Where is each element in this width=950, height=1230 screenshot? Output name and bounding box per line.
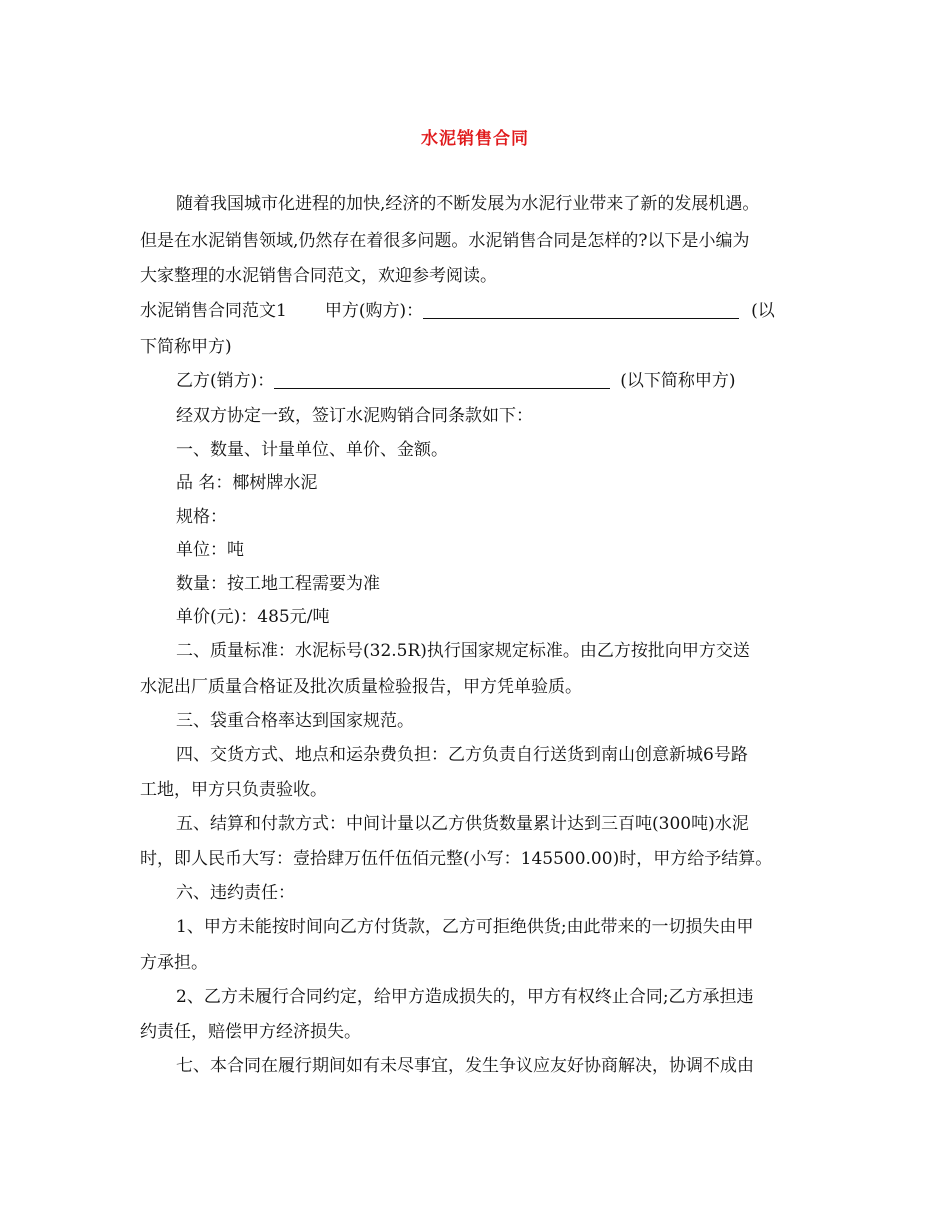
clause6-item1-line-2: 方承担。 — [140, 953, 208, 973]
clause4-line-2: 工地，甲方只负责验收。 — [140, 780, 327, 800]
clause1-spec: 规格： — [176, 507, 227, 527]
clause1-quantity: 数量：按工地工程需要为准 — [176, 574, 380, 594]
clause2-line-2: 水泥出厂质量合格证及批次质量检验报告，甲方凭单验质。 — [140, 677, 582, 697]
clause1-unit: 单位：吨 — [176, 540, 244, 560]
clause5-line-1: 五、结算和付款方式：中间计量以乙方供货数量累计达到三百吨(300吨)水泥 — [176, 814, 749, 834]
clause1-price: 单价(元)：485元/吨 — [176, 607, 330, 627]
agreement-line: 经双方协定一致，签订水泥购销合同条款如下： — [176, 406, 533, 426]
party-b-label: 乙方(销方)： — [176, 371, 275, 391]
clause6-item1-line-1: 1、甲方未能按时间向乙方付货款，乙方可拒绝供货;由此带来的一切损失由甲 — [176, 917, 754, 937]
party-a-suffix: (以 — [751, 301, 775, 321]
party-b-blank — [274, 372, 610, 389]
clause6-item2-line-2: 约责任，赔偿甲方经济损失。 — [140, 1022, 361, 1042]
clause7-line-1: 七、本合同在履行期间如有未尽事宜，发生争议应友好协商解决，协调不成由 — [176, 1056, 754, 1076]
clause5-line-2: 时，即人民币大写：壹拾肆万伍仟伍佰元整(小写：145500.00)时，甲方给予结算。 — [140, 849, 773, 869]
party-a-suffix-cont: 下简称甲方) — [140, 337, 232, 357]
party-b-row — [176, 370, 820, 392]
party-b-suffix: (以下简称甲方) — [620, 371, 736, 391]
party-a-label: 甲方(购方)： — [324, 301, 424, 321]
party-a-blank — [423, 302, 739, 319]
sample-heading: 水泥销售合同范文1 — [140, 301, 287, 321]
clause2-line-1: 二、质量标准：水泥标号(32.5R)执行国家规定标准。由乙方按批向甲方交送 — [176, 641, 750, 661]
clause6-heading: 六、违约责任： — [176, 883, 295, 903]
clause4-line-1: 四、交货方式、地点和运杂费负担：乙方负责自行送货到南山创意新城6号路 — [176, 745, 748, 765]
intro-line-2: 但是在水泥销售领域,仍然存在着很多问题。水泥销售合同是怎样的?以下是小编为 — [140, 231, 750, 251]
clause6-item2-line-1: 2、乙方未履行合同约定，给甲方造成损失的，甲方有权终止合同;乙方承担违 — [176, 987, 754, 1007]
clause3-line: 三、袋重合格率达到国家规范。 — [176, 711, 414, 731]
document-title: 水泥销售合同 — [421, 129, 529, 149]
party-a-row — [140, 300, 820, 322]
intro-line-3: 大家整理的水泥销售合同范文，欢迎参考阅读。 — [140, 266, 497, 286]
clause1-heading: 一、数量、计量单位、单价、金额。 — [176, 440, 448, 460]
clause1-product: 品 名：椰树牌水泥 — [176, 473, 318, 493]
intro-line-1: 随着我国城市化进程的加快,经济的不断发展为水泥行业带来了新的发展机遇。 — [176, 194, 760, 214]
